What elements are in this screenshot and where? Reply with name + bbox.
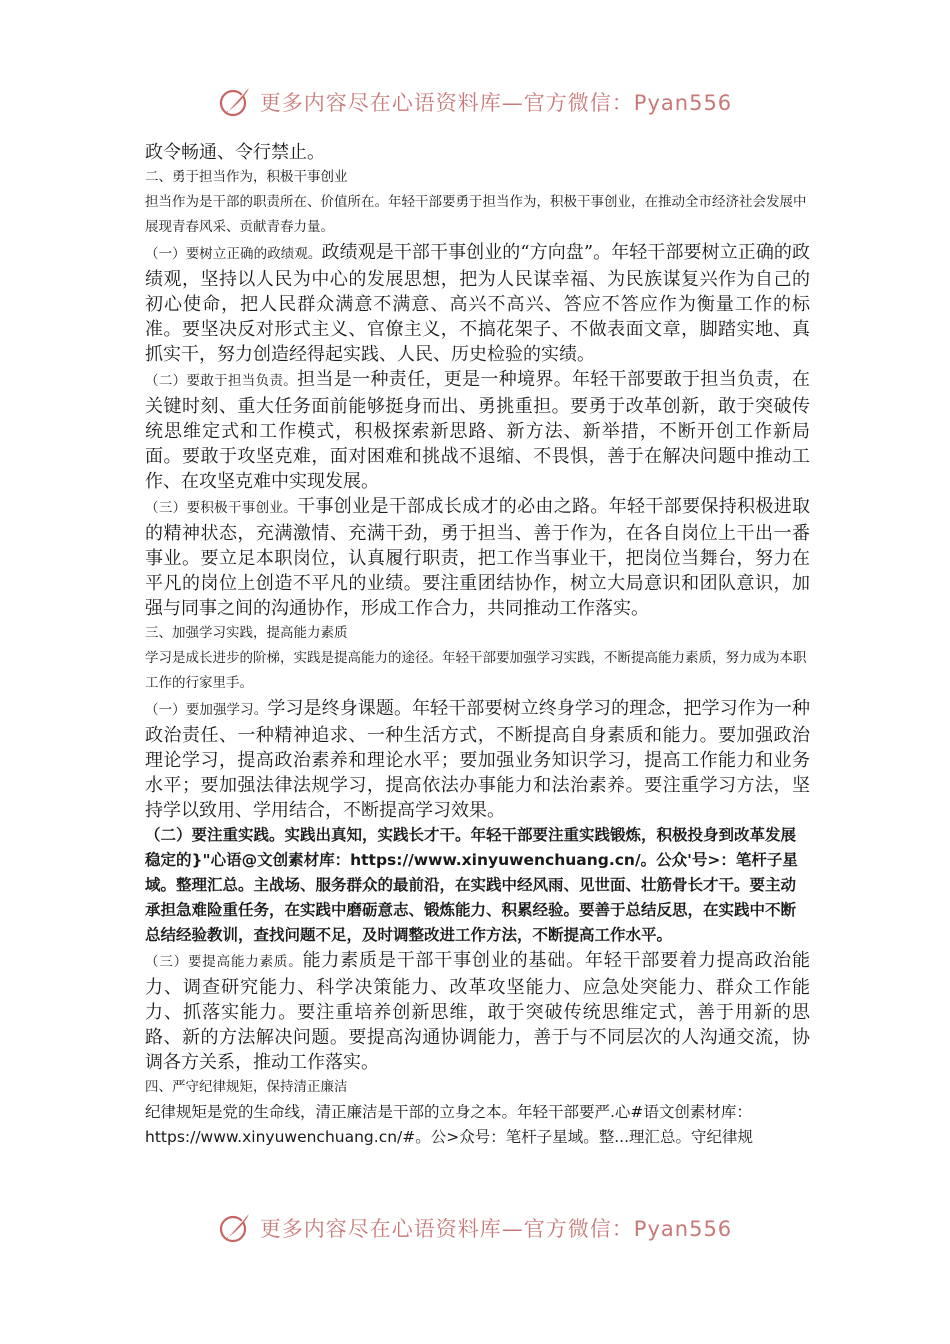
section-heading: 三、加强学习实践，提高能力素质 [145, 625, 348, 641]
subheading: （一）要加强学习。 [145, 702, 268, 718]
paragraph: 纪律规矩是党的生命线，清正廉洁是干部的立身之本。年轻干部要严.心#语文创素材库：https://www.xinyuwenchuang.cn/#。公>众号：笔杆子星域。整...理汇总。守纪律规 [145, 1103, 754, 1146]
paragraph-body: 干事创业是干部成长成才的必由之路。年轻干部要保持积极进取的精神状态，充满激情、充满干劲，勇于担当、善于作为，在各自岗位上干出一番事业。要立足本职岗位，认真履行职责，把工作当事业干，把岗位当舞台，努力在平凡的岗位上创造不平凡的业绩。要注重团结协作，树立大局意识和团队意识，加强与同事之间的沟通协作，形成工作合力，共同推动工作落实。 [145, 496, 811, 619]
document-body [145, 140, 810, 1150]
paragraph: 担当作为是干部的职责所在、价值所在。年轻干部要勇于担当作为，积极干事创业，在推动全市经济社会发展中展现青春风采、贡献青春力量。 [145, 194, 807, 235]
paragraph [145, 494, 810, 621]
paragraph [145, 240, 810, 367]
paragraph: 学习是成长进步的阶梯，实践是提高能力的途径。年轻干部要加强学习实践，不断提高能力素质，努力成为本职工作的行家里手。 [145, 650, 807, 691]
paragraph [145, 367, 810, 494]
paragraph-body: 政绩观是干部干事创业的“方向盘”。年轻干部要树立正确的政绩观，坚持以人民为中心的发展思想，把为人民谋幸福、为民族谋复兴作为自己的初心使命，把人民群众满意不满意、高兴不高兴、答应不答应作为衡量工作的标准。要坚决反对形式主义、官僚主义，不搞花架子、不做表面文章，脚踏实地、真抓实干，努力创造经得起实践、人民、历史检验的实绩。 [145, 242, 811, 365]
footer-banner [0, 1208, 950, 1248]
paragraph [145, 696, 810, 823]
paragraph [145, 948, 810, 1075]
section-heading: 四、严守纪律规矩，保持清正廉洁 [145, 1079, 348, 1095]
subheading: （二）要敢于担当负责。 [145, 373, 298, 389]
subheading: （一）要树立正确的政绩观。 [145, 246, 322, 262]
subheading: （三）要提高能力素质。 [145, 954, 303, 970]
subheading: （三）要积极干事创业。 [145, 500, 298, 516]
section-heading: 二、勇于担当作为，积极干事创业 [145, 169, 348, 185]
paragraph-body: 能力素质是干部干事创业的基础。年轻干部要着力提高政治能力、调查研究能力、科学决策能力、改革攻坚能力、应急处突能力、群众工作能力、抓落实能力。要注重培养创新思维，敢于突破传统思维定式，善于用新的思路、新的方法解决问题。要提高沟通协调能力，善于与不同层次的人沟通交流，协调各方关系，推动工作落实。 [145, 950, 811, 1073]
paragraph: 政令畅通、令行禁止。 [145, 142, 325, 163]
banner-text: 更多内容尽在心语资料库—官方微信：Pyan556 [259, 91, 733, 115]
banner-text: 更多内容尽在心语资料库—官方微信：Pyan556 [259, 1217, 733, 1241]
feather-pen-logo-icon [218, 85, 252, 119]
feather-pen-logo-icon [218, 1211, 252, 1245]
paragraph: （二）要注重实践。实践出真知，实践长才干。年轻干部要注重实践锻炼，积极投身到改革发展稳定的}"心语@文创素材库：https://www.xinyuwenchuang.cn/。公众'号>：笔杆子星域。整理汇总。主战场、服务群众的最前沿，在实践中经风雨、见世面、壮筋骨长才干。要主动承担急难险重任务，在实践中磨砺意志、锻炼能力、积累经验。要善于总结反思，在实践中不断总结经验教训，查找问题不足，及时调整改进工作方法，不断提高工作水平。 [145, 826, 798, 944]
paragraph-body: 学习是终身课题。年轻干部要树立终身学习的理念，把学习作为一种政治责任、一种精神追求、一种生活方式，不断提高自身素质和能力。要加强政治理论学习，提高政治素养和理论水平；要加强业务知识学习，提高工作能力和业务水平；要加强法律法规学习，提高依法办事能力和法治素养。要注重学习方法，坚持学以致用、学用结合，不断提高学习效果。 [145, 698, 811, 821]
header-banner [0, 82, 950, 122]
paragraph-body: 担当是一种责任，更是一种境界。年轻干部要敢于担当负责，在关键时刻、重大任务面前能够挺身而出、勇挑重担。要勇于改革创新，敢于突破传统思维定式和工作模式，积极探索新思路、新方法、新举措，不断开创工作新局面。要敢于攻坚克难，面对困难和挑战不退缩、不畏惧，善于在解决问题中推动工作、在攻坚克难中实现发展。 [145, 369, 811, 492]
